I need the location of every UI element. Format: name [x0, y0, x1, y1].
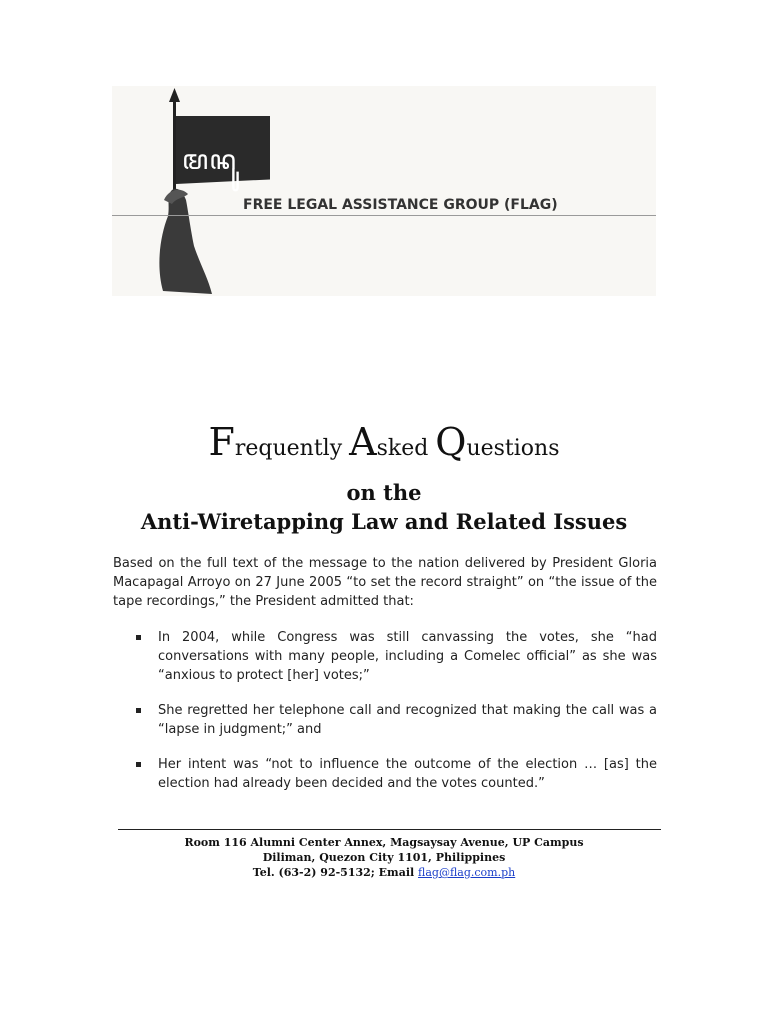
- bullet-list: [113, 628, 657, 809]
- title-cap-f: F: [208, 420, 235, 464]
- email-link[interactable]: flag@flag.com.ph: [418, 866, 516, 879]
- bullet-item: [113, 628, 657, 685]
- subtitle-line-2: Anti-Wiretapping Law and Related Issues: [140, 509, 628, 534]
- page-title: [0, 420, 768, 464]
- title-word-3: uestions: [466, 436, 560, 461]
- footer-phone: Tel. (63-2) 92-5132; Email: [252, 866, 419, 879]
- intro-paragraph: Based on the full text of the message to the nation delivered by President Gloria Macapagal Arroyo on 27 June 2005 “to set the record straight” on “the issue of the tape recordings,” the President admitted that:: [113, 556, 657, 609]
- bullet-item: [113, 755, 657, 793]
- footer-rule: [118, 829, 661, 830]
- footer-address-line-2: Diliman, Quezon City 1101, Philippines: [262, 851, 506, 864]
- letterhead-rule: [112, 215, 656, 216]
- bullet-item: [113, 701, 657, 739]
- script-logo-text: ꦩꦤꦸ: [182, 145, 237, 176]
- bullet-text: Her intent was “not to influence the outcome of the election … [as] the election had already been decided and the votes counted.”: [158, 757, 657, 791]
- title-word-2: sked: [376, 436, 436, 461]
- bullet-square-icon: [136, 708, 141, 713]
- bullet-square-icon: [136, 635, 141, 640]
- title-cap-a: A: [349, 420, 377, 464]
- org-name: FREE LEGAL ASSISTANCE GROUP (FLAG): [243, 197, 558, 213]
- bullet-text: She regretted her telephone call and recognized that making the call was a “lapse in judgment;” and: [158, 703, 657, 737]
- subtitle-line-1: on the: [346, 480, 422, 505]
- bullet-text: In 2004, while Congress was still canvassing the votes, she “had conversations with many people, including a Comelec official” as she was “anxious to protect [her] votes;”: [158, 630, 657, 683]
- footer-contact-line: [0, 866, 768, 879]
- footer-address-line-1: Room 116 Alumni Center Annex, Magsaysay Avenue, UP Campus: [184, 836, 584, 849]
- bullet-square-icon: [136, 762, 141, 767]
- title-word-1: requently: [234, 436, 350, 461]
- title-cap-q: Q: [435, 420, 467, 464]
- letterhead: [112, 86, 656, 296]
